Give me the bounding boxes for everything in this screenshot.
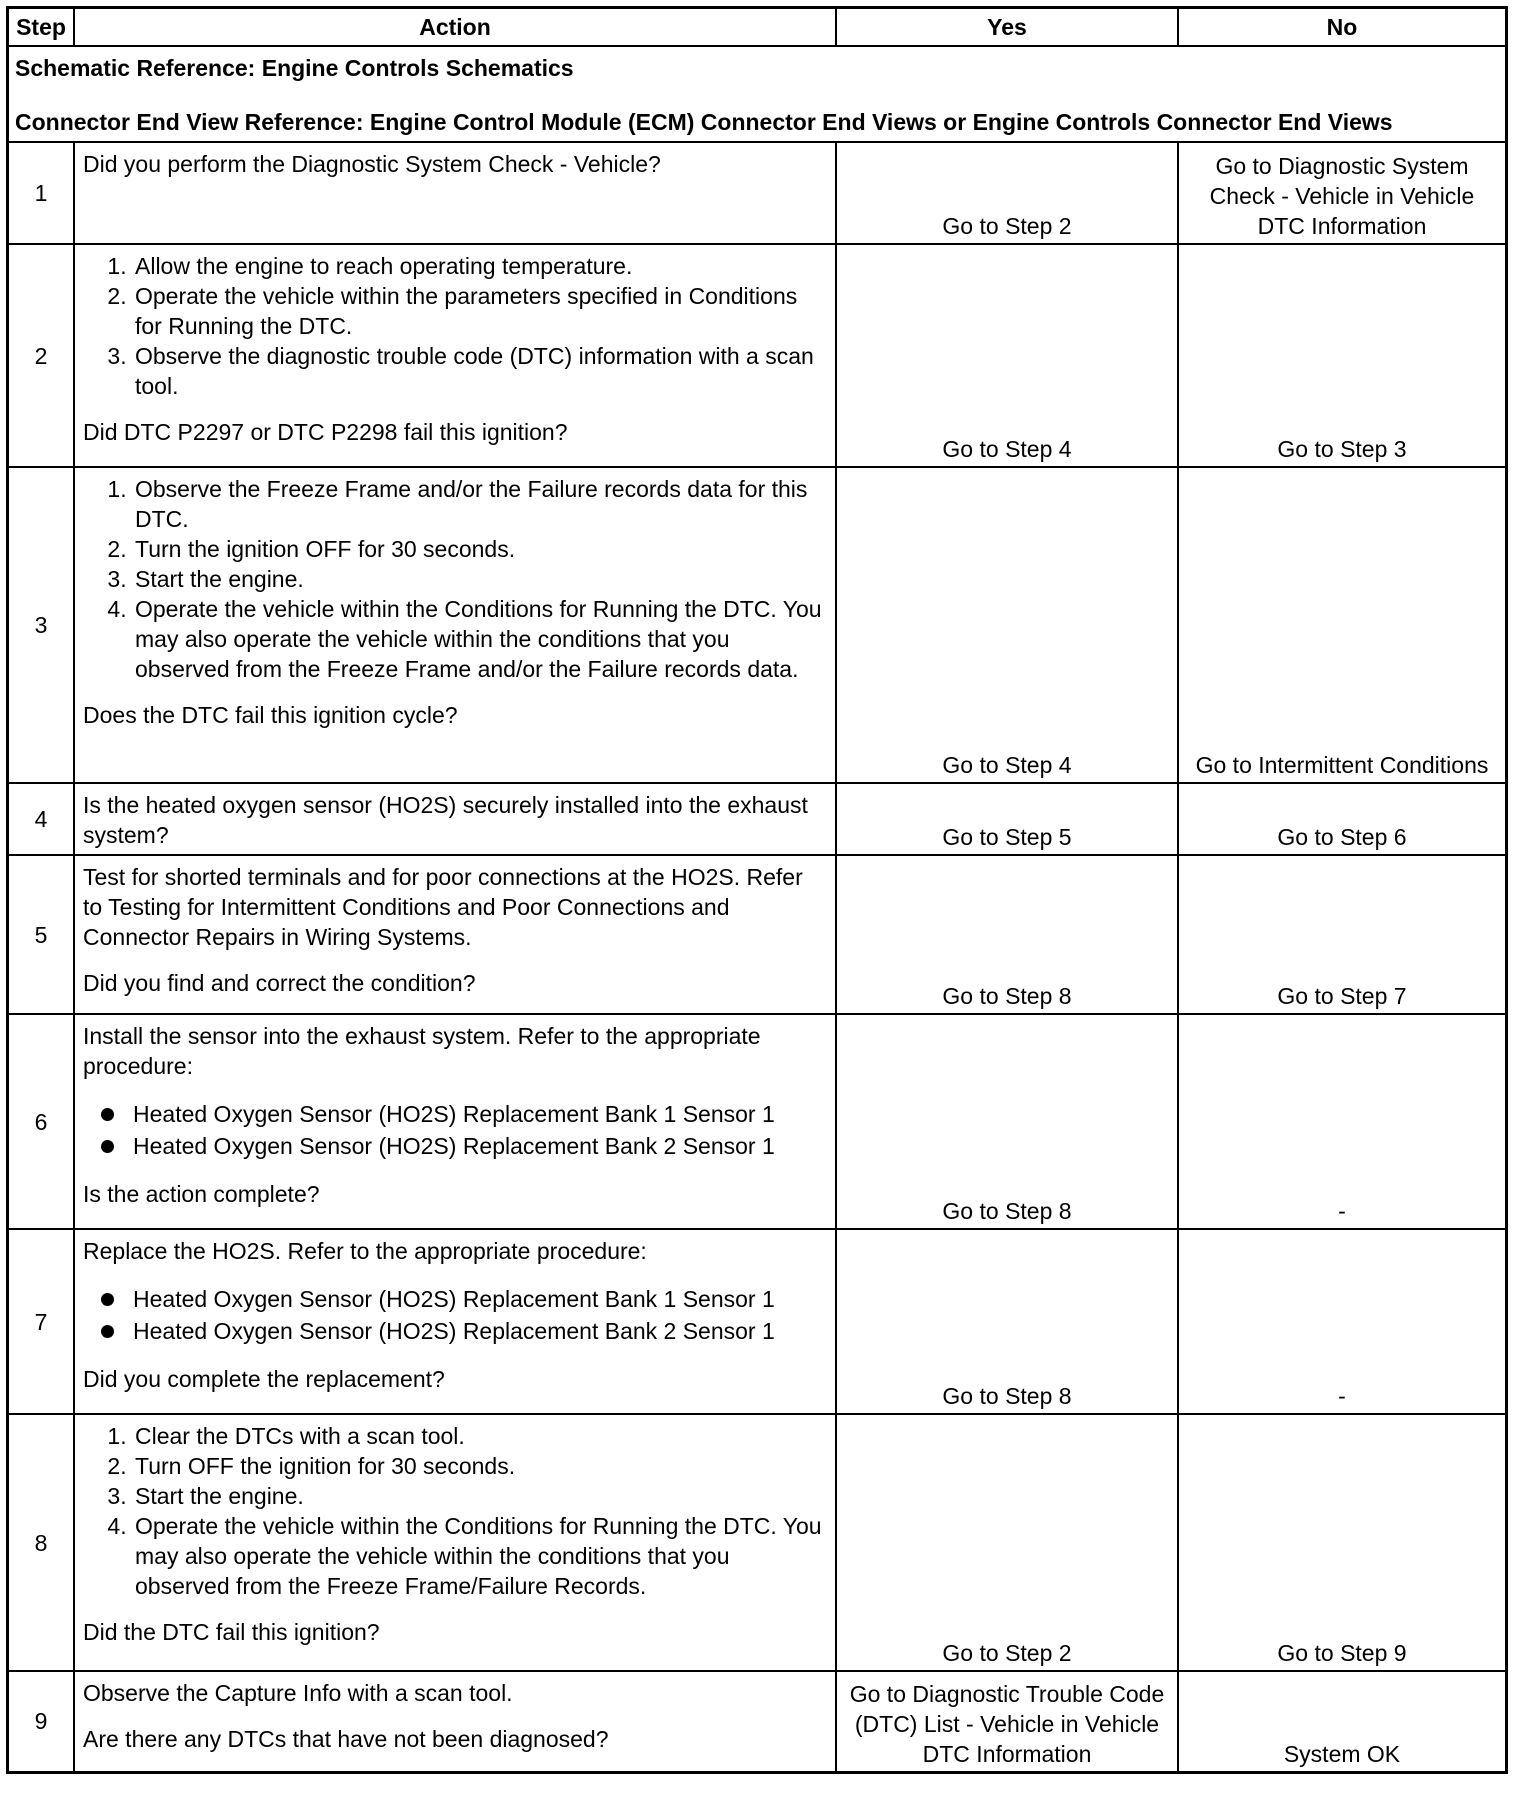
spacer [83, 1601, 827, 1617]
action-text: Is the heated oxygen sensor (HO2S) securely installed into the exhaust system? [83, 792, 808, 848]
action-cell [74, 1671, 836, 1772]
action-text: Did you perform the Diagnostic System Check - Vehicle? [83, 151, 661, 177]
spacer [83, 684, 827, 700]
step-number: 7 [8, 1229, 75, 1414]
action-list-item: 1. Clear the DTCs with a scan tool. [133, 1421, 827, 1451]
connector-reference: Connector End View Reference: Engine Control Module (ECM) Connector End Views or Engine Controls Connector End Views [15, 109, 1393, 135]
step-row [8, 142, 1507, 244]
action-list [83, 1099, 827, 1161]
action-list-item: 2. Operate the vehicle within the parameters specified in Conditions for Running the DTC. [133, 281, 827, 341]
action-text: Install the sensor into the exhaust system. Refer to the appropriate procedure: [83, 1023, 761, 1079]
no-cell: Go to Step 7 [1178, 855, 1507, 1014]
no-cell: - [1178, 1229, 1507, 1414]
yes-cell: Go to Step 4 [836, 244, 1178, 467]
step-number: 3 [8, 467, 75, 783]
action-list-item: 2. Turn OFF the ignition for 30 seconds. [133, 1451, 827, 1481]
action-cell [74, 783, 836, 855]
yes-cell: Go to Diagnostic Trouble Code (DTC) List - Vehicle in Vehicle DTC Information [836, 1671, 1178, 1772]
action-list [83, 474, 827, 684]
header-step: Step [8, 8, 75, 47]
spacer [83, 1266, 827, 1282]
step-row [8, 1414, 1507, 1671]
no-cell: System OK [1178, 1671, 1507, 1772]
action-list-item: Heated Oxygen Sensor (HO2S) Replacement Bank 2 Sensor 1 [101, 1131, 827, 1161]
step-number: 2 [8, 244, 75, 467]
action-cell [74, 1414, 836, 1671]
step-row [8, 467, 1507, 783]
reference-row [8, 46, 1507, 142]
yes-cell: Go to Step 4 [836, 467, 1178, 783]
yes-cell: Go to Step 8 [836, 855, 1178, 1014]
schematic-reference: Schematic Reference: Engine Controls Schematics [15, 55, 574, 81]
action-cell [74, 142, 836, 244]
yes-cell: Go to Step 2 [836, 1414, 1178, 1671]
action-list [83, 251, 827, 401]
action-list [83, 1421, 827, 1601]
step-number: 1 [8, 142, 75, 244]
action-cell [74, 855, 836, 1014]
spacer [83, 1163, 827, 1179]
step-number: 8 [8, 1414, 75, 1671]
action-list-item: 3. Start the engine. [133, 1481, 827, 1511]
no-cell: Go to Diagnostic System Check - Vehicle in Vehicle DTC Information [1178, 142, 1507, 244]
step-number: 4 [8, 783, 75, 855]
reference-cell [8, 46, 1507, 142]
action-list-item: Heated Oxygen Sensor (HO2S) Replacement Bank 1 Sensor 1 [101, 1284, 827, 1314]
action-question: Did you find and correct the condition? [83, 970, 476, 996]
step-number: 9 [8, 1671, 75, 1772]
header-yes: Yes [836, 8, 1178, 47]
action-list-item: 1. Allow the engine to reach operating temperature. [133, 251, 827, 281]
spacer [83, 1081, 827, 1097]
step-row [8, 1671, 1507, 1772]
no-cell: - [1178, 1014, 1507, 1229]
action-text: Test for shorted terminals and for poor connections at the HO2S. Refer to Testing for Intermittent Conditions and Poor Connections and Connector Repairs in Wiring Systems. [83, 864, 803, 950]
spacer [83, 401, 827, 417]
yes-cell: Go to Step 5 [836, 783, 1178, 855]
action-list-item: 4. Operate the vehicle within the Conditions for Running the DTC. You may also operate the vehicle within the conditions that you observed from the Freeze Frame/Failure Records. [133, 1511, 827, 1601]
action-list-item: 3. Start the engine. [133, 564, 827, 594]
step-row [8, 244, 1507, 467]
action-cell [74, 1014, 836, 1229]
step-number: 6 [8, 1014, 75, 1229]
step-row [8, 1014, 1507, 1229]
spacer [83, 1348, 827, 1364]
step-row [8, 1229, 1507, 1414]
yes-cell: Go to Step 2 [836, 142, 1178, 244]
step-number: 5 [8, 855, 75, 1014]
diagnostic-table [6, 6, 1508, 1774]
action-cell [74, 1229, 836, 1414]
action-text: Observe the Capture Info with a scan tool. [83, 1680, 513, 1706]
yes-cell: Go to Step 8 [836, 1014, 1178, 1229]
action-cell [74, 467, 836, 783]
action-question: Does the DTC fail this ignition cycle? [83, 702, 458, 728]
no-cell: Go to Intermittent Conditions [1178, 467, 1507, 783]
action-text: Replace the HO2S. Refer to the appropriate procedure: [83, 1238, 647, 1264]
action-cell [74, 244, 836, 467]
action-question: Are there any DTCs that have not been diagnosed? [83, 1726, 609, 1752]
no-cell: Go to Step 6 [1178, 783, 1507, 855]
action-list-item: 3. Observe the diagnostic trouble code (DTC) information with a scan tool. [133, 341, 827, 401]
header-no: No [1178, 8, 1507, 47]
action-list [83, 1284, 827, 1346]
step-row [8, 783, 1507, 855]
action-question: Did the DTC fail this ignition? [83, 1619, 380, 1645]
action-list-item: Heated Oxygen Sensor (HO2S) Replacement Bank 1 Sensor 1 [101, 1099, 827, 1129]
action-list-item: 4. Operate the vehicle within the Conditions for Running the DTC. You may also operate the vehicle within the conditions that you observed from the Freeze Frame and/or the Failure records data. [133, 594, 827, 684]
step-row [8, 855, 1507, 1014]
spacer [83, 1708, 827, 1724]
header-action: Action [74, 8, 836, 47]
spacer [83, 952, 827, 968]
action-list-item: 1. Observe the Freeze Frame and/or the Failure records data for this DTC. [133, 474, 827, 534]
action-list-item: 2. Turn the ignition OFF for 30 seconds. [133, 534, 827, 564]
action-question: Is the action complete? [83, 1181, 320, 1207]
action-question: Did DTC P2297 or DTC P2298 fail this ignition? [83, 419, 568, 445]
yes-cell: Go to Step 8 [836, 1229, 1178, 1414]
header-row [8, 8, 1507, 47]
action-question: Did you complete the replacement? [83, 1366, 445, 1392]
no-cell: Go to Step 9 [1178, 1414, 1507, 1671]
action-list-item: Heated Oxygen Sensor (HO2S) Replacement Bank 2 Sensor 1 [101, 1316, 827, 1346]
no-cell: Go to Step 3 [1178, 244, 1507, 467]
